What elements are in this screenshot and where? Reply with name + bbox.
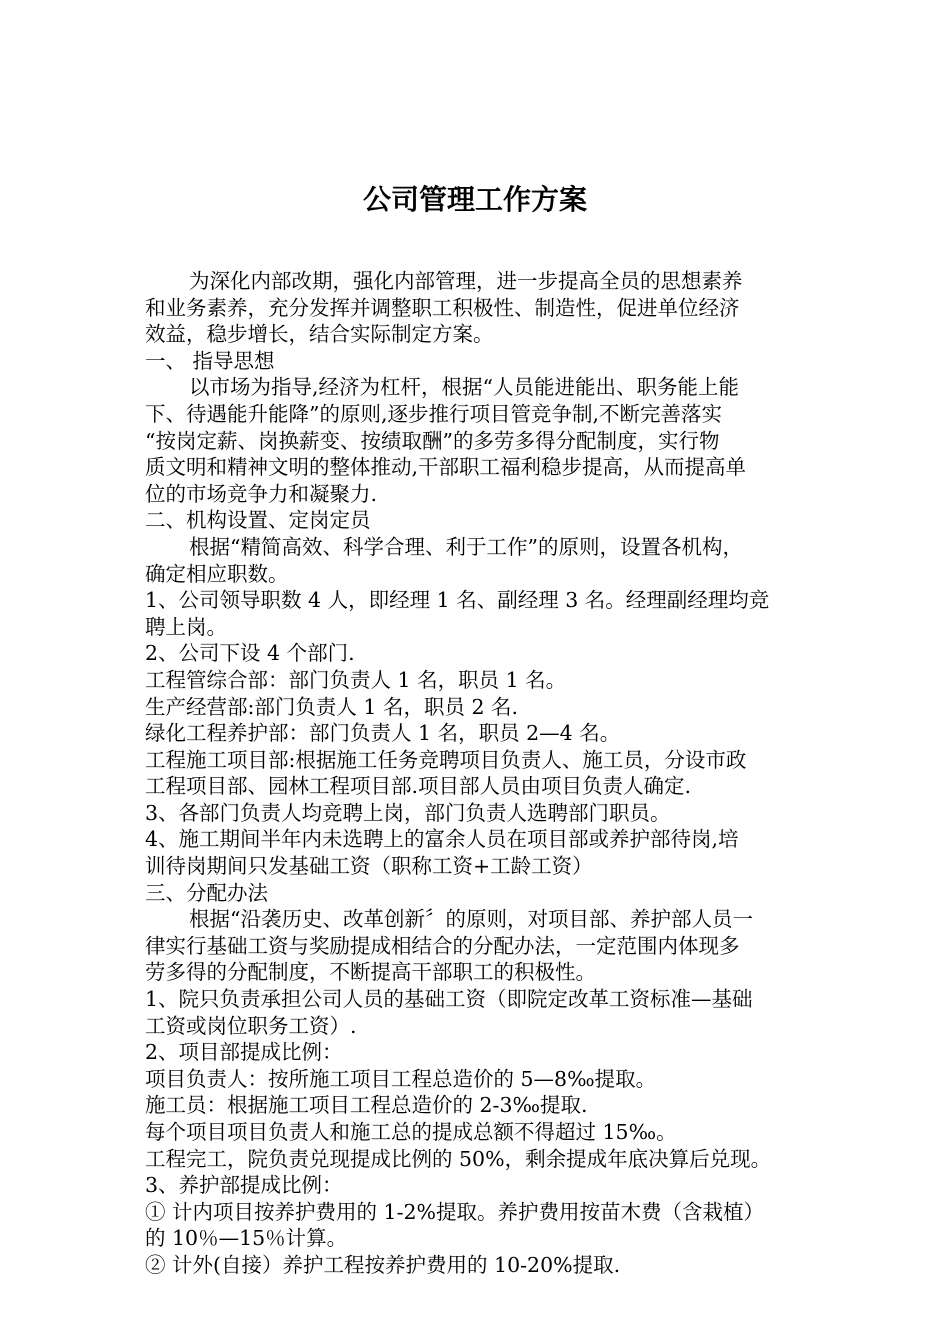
text-line: 根据“沿袭历史、改革创新〞的原则，对项目部、养护部人员一 (189, 907, 753, 932)
text-line: 的 10％—15％计算。 (145, 1226, 348, 1251)
text-line: 二、机构设置、定岗定员 (145, 508, 371, 533)
page-title: 公司管理工作方案 (362, 183, 587, 216)
text-line: 工程完工，院负责兑现提成比例的 50%，剩余提成年底决算后兑现。 (145, 1146, 772, 1171)
text-line: ② 计外(自接）养护工程按养护费用的 10-20%提取. (145, 1252, 621, 1277)
text-line: 绿化工程养护部：部门负责人 1 名，职员 2—4 名。 (145, 721, 621, 746)
text-line: ① 计内项目按养护费用的 1-2%提取。养护费用按苗木费（含栽植） (145, 1199, 765, 1224)
text-line: 工程项目部、园林工程项目部.项目部人员由项目负责人确定. (145, 774, 692, 799)
text-line: “按岗定薪、岗换薪变、按绩取酬”的多劳多得分配制度，实行物 (145, 428, 720, 453)
text-line: 效益，稳步增长，结合实际制定方案。 (145, 322, 494, 347)
text-line: 1、公司领导职数 4 人，即经理 1 名、副经理 3 名。经理副经理均竞 (145, 588, 770, 613)
text-line: 位的市场竞争力和凝聚力. (145, 481, 378, 506)
text-line: 聘上岗。 (145, 614, 227, 639)
text-line: 2、公司下设 4 个部门. (145, 641, 355, 666)
text-line: 三、分配办法 (145, 880, 268, 905)
text-line: 和业务素养，充分发挥并调整职工积极性、制造性，促进单位经济 (145, 295, 740, 320)
text-line: 劳多得的分配制度，不断提高干部职工的积极性。 (145, 960, 596, 985)
text-line: 确定相应职数。 (145, 561, 289, 586)
text-line: 下、待遇能升能降”的原则,逐步推行项目管竞争制,不断完善落实 (145, 401, 723, 426)
text-line: 项目负责人：按所施工项目工程总造价的 5—8‰提取。 (145, 1066, 657, 1091)
text-line: 根据“精简高效、科学合理、利于工作”的原则，设置各机构， (189, 534, 743, 559)
text-line: 2、项目部提成比例： (145, 1040, 343, 1065)
text-line: 工程管综合部：部门负责人 1 名，职员 1 名。 (145, 667, 567, 692)
text-line: 工程施工项目部:根据施工任务竞聘项目负责人、施工员，分设市政 (145, 747, 747, 772)
text-line: 生产经营部:部门负责人 1 名，职员 2 名. (145, 694, 519, 719)
document-body (145, 268, 810, 1279)
text-line: 每个项目项目负责人和施工总的提成总额不得超过 15‰。 (145, 1120, 677, 1144)
text-line: 工资或岗位职务工资）. (145, 1013, 357, 1038)
text-line: 为深化内部改期，强化内部管理，进一步提高全员的思想素养 (189, 269, 743, 293)
text-line: 4、施工期间半年内未选聘上的富余人员在项目部或养护部待岗,培 (145, 827, 739, 852)
text-line: 律实行基础工资与奖励提成相结合的分配办法，一定范围内体现多 (145, 933, 740, 958)
text-line: 1、院只负责承担公司人员的基础工资（即院定改革工资标准—基础 (145, 987, 753, 1012)
text-line: 一、 指导思想 (145, 348, 275, 373)
text-line: 施工员：根据施工项目工程总造价的 2-3‰提取. (145, 1093, 588, 1118)
text-line: 训待岗期间只发基础工资（职称工资+工龄工资） (145, 854, 593, 879)
text-line: 3、各部门负责人均竞聘上岗，部门负责人选聘部门职员。 (145, 800, 671, 825)
text-line: 3、养护部提成比例： (145, 1173, 343, 1198)
text-line: 以市场为指导,经济为杠杆，根据“人员能进能出、职务能上能 (189, 375, 739, 400)
text-line: 质文明和精神文明的整体推动,干部职工福利稳步提高，从而提高单 (145, 455, 747, 480)
